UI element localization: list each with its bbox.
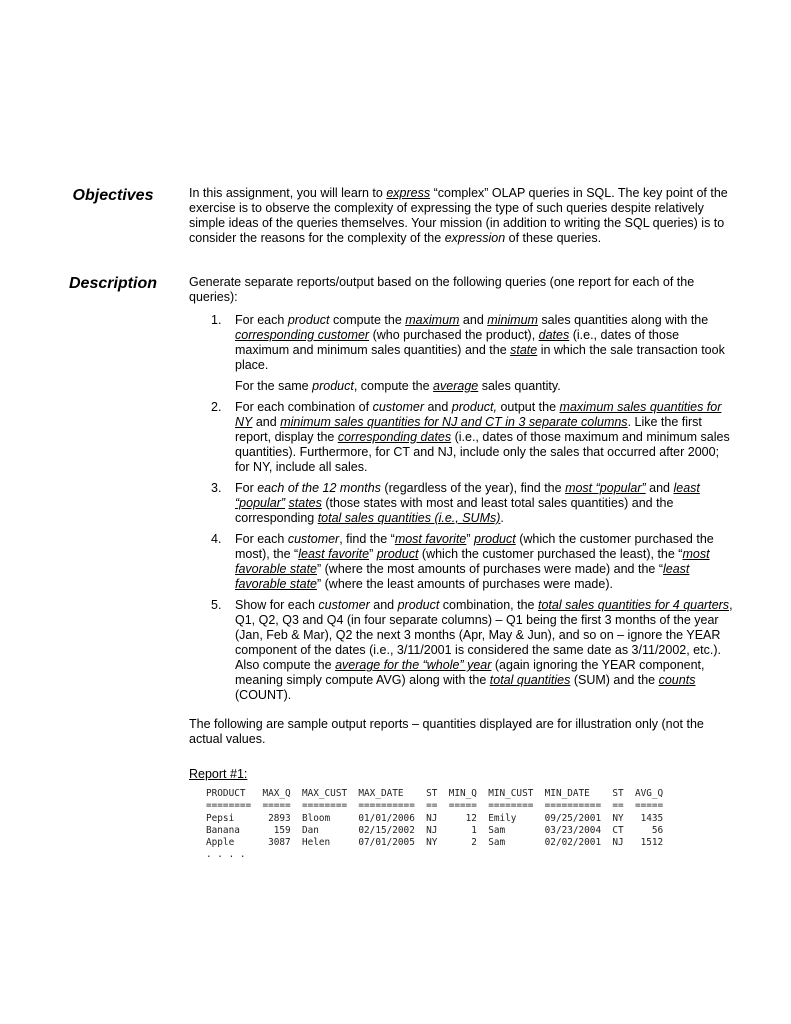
table-row: Banana 159 Dan 02/15/2002 NJ 1 Sam 03/23/2004 CT 56 bbox=[206, 824, 664, 836]
description-heading: Description bbox=[68, 275, 157, 292]
report-rule: ======== ===== ======== ========== == ===== ======== ========== == ===== bbox=[206, 800, 664, 812]
intro-paragraph: Generate separate reports/output based on the following queries (one report for each of the queries): bbox=[189, 275, 695, 304]
query-list bbox=[189, 313, 734, 703]
report-ellipsis: . . . . bbox=[206, 849, 246, 861]
description-body bbox=[189, 275, 734, 862]
table-row: Pepsi 2893 Bloom 01/01/2006 NJ 12 Emily 09/25/2001 NY 1435 bbox=[206, 812, 664, 824]
sample-note: The following are sample output reports – quantities displayed are for illustration only (not the actual values. bbox=[189, 717, 704, 746]
query-item-4: 4. For each customer, find the “most favorite” product (which the customer purchased the most), the “least favorite” product (which the customer purchased the least), the “most favorable state” (where the most amounts of purchases were made) and the “least favorable state” (where the least amounts of purchases were made). bbox=[211, 532, 714, 591]
query-item-2: 2. For each combination of customer and product, output the maximum sales quantities for NY and minimum sales quantities for NJ and CT in 3 separate columns. Like the first report, display the corresponding dates (i.e., dates of those maximum and minimum sales quantities). Furthermore, for CT and NJ, include only the sales that occurred after 2000; for NY, include all sales. bbox=[211, 400, 730, 474]
report-header: PRODUCT MAX_Q MAX_CUST MAX_DATE ST MIN_Q MIN_CUST MIN_DATE ST AVG_Q bbox=[206, 788, 664, 799]
table-row: Apple 3087 Helen 07/01/2005 NY 2 Sam 02/02/2001 NJ 1512 bbox=[206, 837, 664, 849]
query-item-3: 3. For each of the 12 months (regardless of the year), find the most “popular” and least “popular” states (those states with most and least total sales quantities) and the corresponding total sales quantities (i.e., SUMs). bbox=[211, 481, 700, 525]
objectives-heading: Objectives bbox=[72, 187, 154, 204]
query-item-1: 1. For each product compute the maximum and minimum sales quantities along with the corresponding customer (who purchased the product), dates (i.e., dates of those maximum and minimum sales quantities) and the state in which the sale transaction took place. For the same product, compute the average sales quantity. bbox=[211, 313, 725, 393]
report-1 bbox=[189, 767, 734, 862]
report-1-title: Report #1: bbox=[189, 767, 248, 781]
query-item-5: 5. Show for each customer and product combination, the total sales quantities for 4 quarters, Q1, Q2, Q3 and Q4 (in four separate columns) – Q1 being the first 3 months of the year (Jan, Feb & Mar), Q2 the next 3 months (Apr, May & Jun), and so on – ignore the YEAR component of the dates (i.e., 3/11/2001 is considered the same date as 3/11/2002, etc.). Also compute the average for the “whole” year (again ignoring the YEAR component, meaning simply compute AVG) along with the total quantities (SUM) and the counts (COUNT). bbox=[211, 598, 733, 702]
objectives-paragraph: In this assignment, you will learn to express “complex” OLAP queries in SQL. The key point of the exercise is to observe the complexity of expressing the type of such queries despite relatively simple ideas of the queries themselves. Your mission (in addition to writing the SQL queries) is to consider the reasons for the complexity of the expression of these queries. bbox=[189, 186, 728, 245]
report-1-table bbox=[206, 788, 734, 862]
